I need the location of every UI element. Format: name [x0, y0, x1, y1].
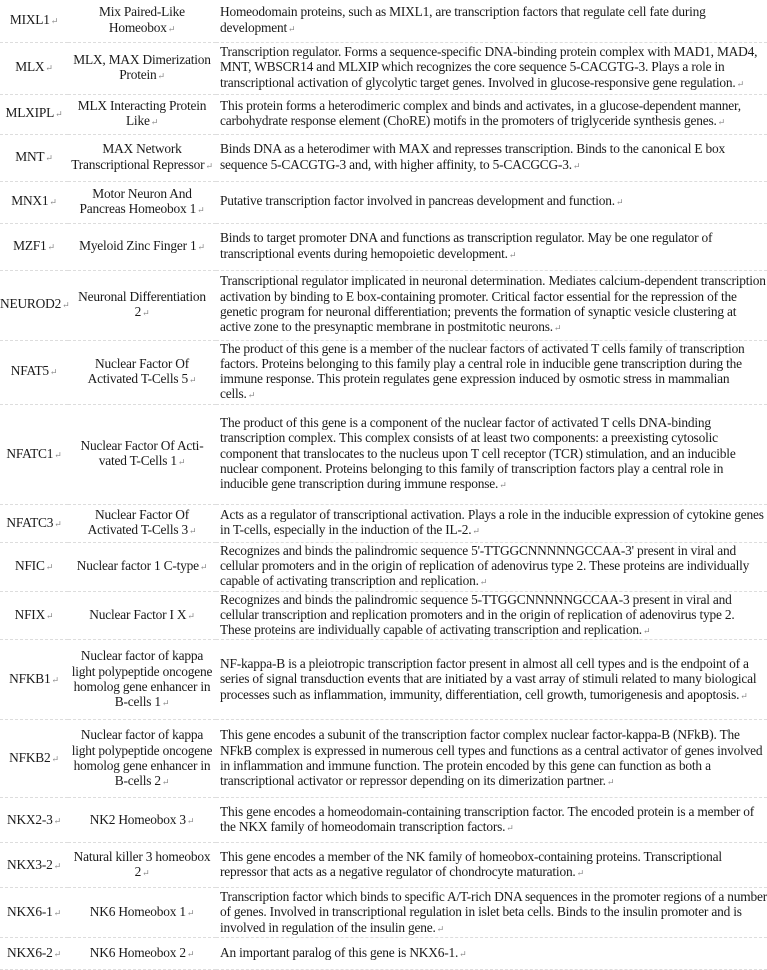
- gene-text: NFAT5 ↵: [11, 363, 58, 378]
- gene-description-cell: [216, 42, 767, 94]
- desc-text: Homeodomain proteins, such as MIXL1, are transcription factors that regulate cell fate during development ↵: [220, 4, 706, 34]
- gene-symbol-cell: [0, 223, 68, 270]
- table-row: [0, 504, 767, 542]
- gene-description-cell: [216, 404, 767, 504]
- gene-symbol-cell: [0, 504, 68, 542]
- table-row: [0, 542, 767, 591]
- desc-text: Recognizes and binds the palindromic sequence 5'-TTGGCNNNNNGCCAA-3' present in viral and cellular promoters and in the origin of replication of adenovirus type 2. These proteins are individually capable of activating transcription and replication. ↵: [220, 543, 749, 589]
- gene-name-cell: [68, 0, 216, 42]
- table-row: [0, 888, 767, 938]
- name-text: NK6 Homeobox 1 ↵: [90, 904, 194, 919]
- gene-symbol-cell: [0, 542, 68, 591]
- desc-text: This gene encodes a homeodomain-containing transcription factor. The encoded protein is a member of the NKX family of homeodomain transcription factors. ↵: [220, 804, 754, 834]
- desc-text: Binds to target promoter DNA and functions as transcription regulator. May be one regulator of transcriptional events during hemopoietic development. ↵: [220, 230, 712, 260]
- gene-description-cell: [216, 888, 767, 938]
- gene-description-cell: [216, 542, 767, 591]
- gene-name-cell: [68, 938, 216, 970]
- gene-text: NFKB2 ↵: [9, 750, 59, 765]
- gene-text: NFATC1 ↵: [6, 446, 61, 461]
- gene-symbol-cell: [0, 591, 68, 640]
- gene-symbol-cell: [0, 42, 68, 94]
- table-row: [0, 0, 767, 42]
- gene-symbol-cell: [0, 640, 68, 720]
- gene-symbol-cell: [0, 888, 68, 938]
- table-row: [0, 938, 767, 970]
- gene-symbol-cell: [0, 404, 68, 504]
- gene-description-cell: [216, 720, 767, 798]
- table-row: [0, 404, 767, 504]
- desc-text: Recognizes and binds the palindromic sequence 5-TTGGCNNNNNGCCAA-3 present in viral and cellular transcription and replication promoters and in the origin of replication of adenovirus type 2. These proteins are individually capable of activating transcription and replication. ↵: [220, 592, 735, 638]
- gene-text: MNT ↵: [15, 149, 53, 164]
- gene-text: NFATC3 ↵: [6, 515, 61, 530]
- table-row: [0, 270, 767, 340]
- table-row: [0, 798, 767, 843]
- gene-symbol-cell: [0, 798, 68, 843]
- name-text: Myeloid Zinc Finger 1 ↵: [79, 238, 205, 253]
- gene-description-cell: [216, 0, 767, 42]
- desc-text: Transcription factor which binds to specific A/T-rich DNA sequences in the promoter regions of a number of genes. Involved in transcriptional regulation in islet beta cells. Binds to the insulin promoter and is involved in regulation of the insulin gene. ↵: [220, 889, 767, 935]
- gene-name-cell: [68, 270, 216, 340]
- desc-text: This gene encodes a member of the NK family of homeobox-containing proteins. Transcriptional repressor that acts as a negative regulator of chondrocyte maturation. ↵: [220, 849, 722, 879]
- name-text: NK6 Homeobox 2 ↵: [90, 945, 194, 960]
- gene-name-cell: [68, 720, 216, 798]
- name-text: Nuclear factor 1 C-type ↵: [77, 558, 208, 573]
- name-text: Nuclear factor of kappa light polypeptide oncogene homolog gene enhancer in B-cells 2 ↵: [72, 727, 213, 788]
- gene-description-cell: [216, 270, 767, 340]
- gene-name-cell: [68, 94, 216, 134]
- gene-description-cell: [216, 181, 767, 223]
- gene-text: NFIX ↵: [15, 607, 54, 622]
- desc-text: The product of this gene is a component of the nuclear factor of activated T cells DNA-binding transcription complex. This complex consists of at least two components: a preexisting cytosolic component that translocates to the nucleus upon T cell receptor (TCR) stimulation, and an inducible nuclear component. Proteins belonging to this family of transcription factors play a central role in inducible gene transcription during immune response. ↵: [220, 415, 736, 491]
- gene-name-cell: [68, 340, 216, 404]
- gene-text: NKX2-3 ↵: [7, 812, 61, 827]
- gene-text: NKX3-2 ↵: [7, 857, 61, 872]
- table-row: [0, 843, 767, 888]
- gene-name-cell: [68, 504, 216, 542]
- name-text: Nuclear Factor Of Activated T-Cells 3 ↵: [88, 507, 197, 537]
- gene-description-cell: [216, 591, 767, 640]
- gene-name-cell: [68, 42, 216, 94]
- gene-text: MNX1 ↵: [11, 193, 57, 208]
- name-text: Mix Paired-Like Homeobox ↵: [99, 4, 185, 34]
- gene-description-cell: [216, 134, 767, 181]
- name-text: Nuclear Factor I X ↵: [89, 607, 195, 622]
- desc-text: Transcription regulator. Forms a sequence-specific DNA-binding protein complex with MAD1, MAD4, MNT, WBSCR14 and MLXIP which recognizes the core sequence 5-CACGTG-3. Plays a role in transcriptional activation of glycolytic target genes. Involved in glucose-responsive gene regulation. ↵: [220, 44, 757, 90]
- name-text: Nuclear Factor Of Activated T-Cells 5 ↵: [88, 356, 197, 386]
- gene-description-cell: [216, 938, 767, 970]
- gene-description-cell: [216, 223, 767, 270]
- table-row: [0, 591, 767, 640]
- gene-name-cell: [68, 640, 216, 720]
- gene-symbol-cell: [0, 938, 68, 970]
- gene-description-cell: [216, 504, 767, 542]
- name-text: MAX Network Transcriptional Repressor ↵: [71, 141, 213, 171]
- name-text: MLX Interacting Protein Like ↵: [78, 98, 207, 128]
- gene-name-cell: [68, 181, 216, 223]
- gene-description-cell: [216, 798, 767, 843]
- name-text: Nuclear Factor Of Acti-vated T-Cells 1 ↵: [81, 438, 204, 468]
- desc-text: This protein forms a heterodimeric complex and binds and activates, in a glucose-dependent manner, carbohydrate response element (ChoRE) motifs in the promoters of triglyceride synthesis genes. ↵: [220, 98, 741, 128]
- desc-text: Putative transcription factor involved in pancreas development and function. ↵: [220, 193, 623, 208]
- gene-symbol-cell: [0, 94, 68, 134]
- gene-text: MLX ↵: [15, 59, 53, 74]
- table-row: [0, 720, 767, 798]
- table-row: [0, 340, 767, 404]
- table-row: [0, 42, 767, 94]
- table-row: [0, 640, 767, 720]
- name-text: Neuronal Differentiation 2 ↵: [78, 289, 206, 319]
- desc-text: This gene encodes a subunit of the transcription factor complex nuclear factor-kappa-B (NFkB). The NFkB complex is expressed in numerous cell types and functions as a central activator of genes involved in inflammation and immune function. The protein encoded by this gene can function as both a transcriptional activator or repressor depending on its dimerization partner. ↵: [220, 727, 762, 788]
- table-row: [0, 94, 767, 134]
- gene-text: MLXIPL ↵: [6, 105, 63, 120]
- gene-name-cell: [68, 798, 216, 843]
- gene-description-cell: [216, 340, 767, 404]
- desc-text: NF-kappa-B is a pleiotropic transcription factor present in almost all cell types and is the endpoint of a series of signal transduction events that are initiated by a vast array of stimuli related to many biological processes such as inflammation, immunity, differentiation, cell growth, tumorigenesis and apoptosis. ↵: [220, 656, 756, 702]
- name-text: MLX, MAX Dimerization Protein ↵: [73, 52, 211, 82]
- gene-symbol-cell: [0, 134, 68, 181]
- table-row: [0, 134, 767, 181]
- gene-symbol-cell: [0, 0, 68, 42]
- gene-symbol-cell: [0, 720, 68, 798]
- table-row: [0, 181, 767, 223]
- desc-text: Transcriptional regulator implicated in neuronal determination. Mediates calcium-dependent transcription activation by binding to E box-containing promoter. Critical factor essential for the repression of the genetic program for neuronal differentiation; prevents the formation of synaptic vesicle clustering at active zone to the presynaptic membrane in postmitotic neurons. ↵: [220, 273, 766, 334]
- gene-text: NFIC ↵: [15, 558, 53, 573]
- gene-name-cell: [68, 591, 216, 640]
- gene-description-cell: [216, 94, 767, 134]
- gene-name-cell: [68, 542, 216, 591]
- gene-text: NEUROD2 ↵: [0, 296, 69, 311]
- gene-symbol-cell: [0, 270, 68, 340]
- gene-name-cell: [68, 223, 216, 270]
- gene-name-cell: [68, 404, 216, 504]
- gene-text: NKX6-1 ↵: [7, 904, 61, 919]
- gene-text: MZF1 ↵: [13, 238, 55, 253]
- name-text: Nuclear factor of kappa light polypeptide oncogene homolog gene enhancer in B-cells 1 ↵: [72, 648, 213, 709]
- gene-description-cell: [216, 843, 767, 888]
- gene-symbol-cell: [0, 843, 68, 888]
- gene-text: MIXL1 ↵: [10, 12, 58, 27]
- name-text: Motor Neuron And Pancreas Homeobox 1 ↵: [79, 186, 204, 216]
- table-row: [0, 223, 767, 270]
- gene-name-cell: [68, 134, 216, 181]
- desc-text: An important paralog of this gene is NKX6-1. ↵: [220, 945, 466, 960]
- desc-text: Binds DNA as a heterodimer with MAX and represses transcription. Binds to the canonical E box sequence 5-CACGTG-3 and, with higher affinity, to 5-CACGCG-3. ↵: [220, 141, 725, 171]
- name-text: Natural killer 3 homeobox 2 ↵: [74, 849, 211, 879]
- name-text: NK2 Homeobox 3 ↵: [90, 812, 194, 827]
- gene-text: NFKB1 ↵: [9, 671, 59, 686]
- gene-name-cell: [68, 888, 216, 938]
- gene-symbol-cell: [0, 181, 68, 223]
- desc-text: The product of this gene is a member of the nuclear factors of activated T cells family of transcription factors. Proteins belonging to this family play a central role in inducible gene transcription during the immune response. This protein regulates gene expression induced by osmotic stress in mammalian cells. ↵: [220, 341, 745, 402]
- gene-text: NKX6-2 ↵: [7, 945, 61, 960]
- gene-symbol-cell: [0, 340, 68, 404]
- desc-text: Acts as a regulator of transcriptional activation. Plays a role in the inducible expression of cytokine genes in T-cells, especially in the induction of the IL-2. ↵: [220, 507, 764, 537]
- gene-name-cell: [68, 843, 216, 888]
- gene-description-cell: [216, 640, 767, 720]
